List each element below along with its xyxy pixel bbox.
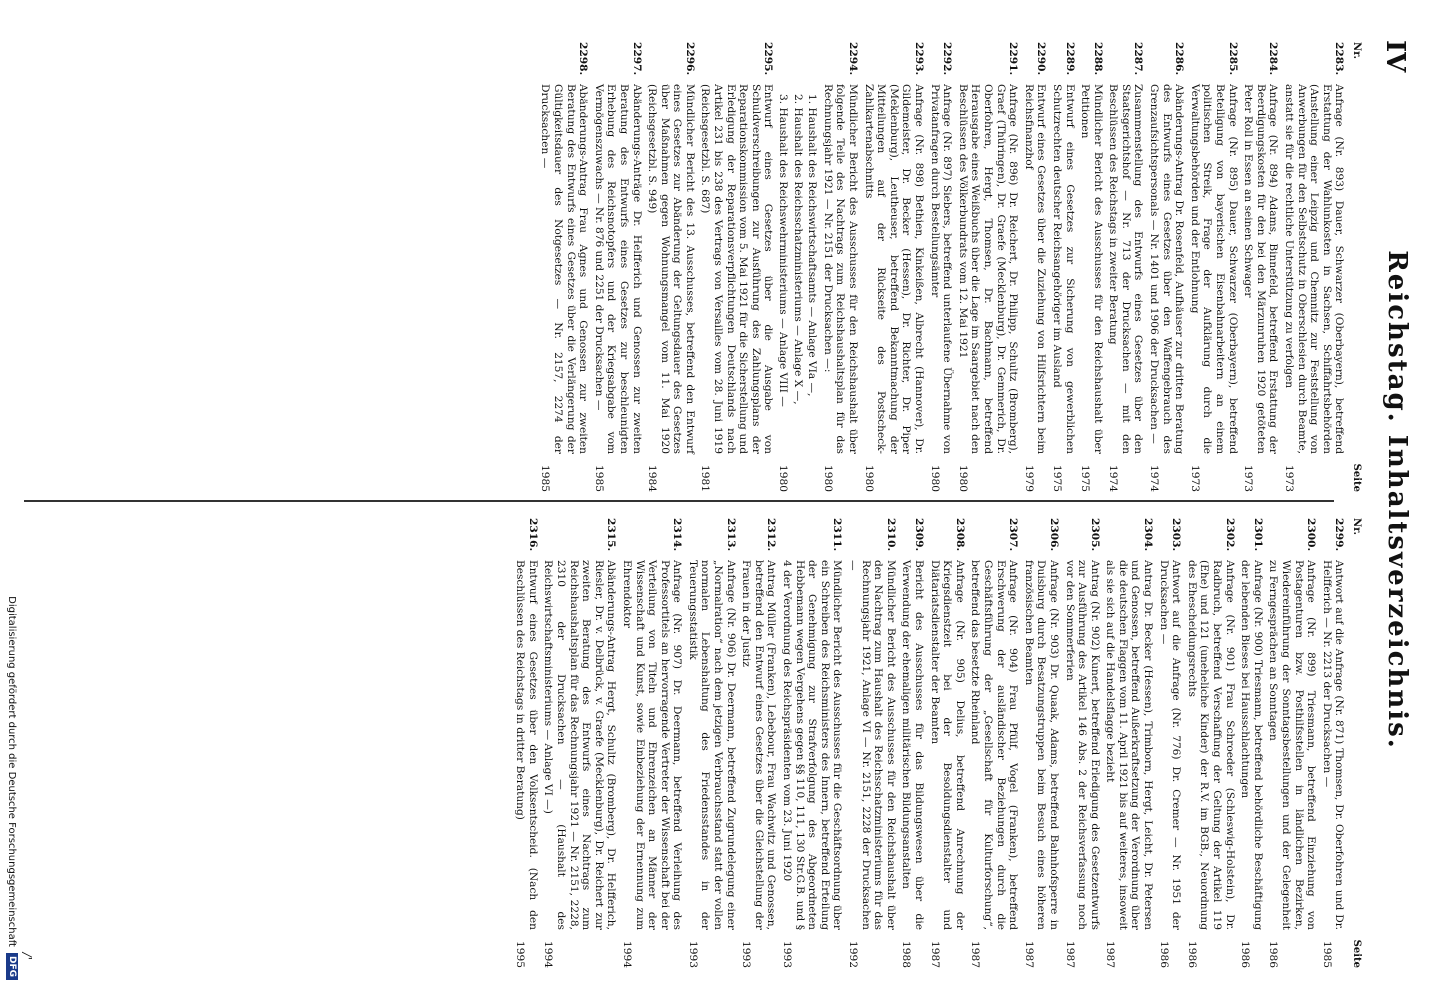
right-column-header: [1349, 518, 1362, 968]
footer-credit: Digitalisierung gefördert durch die Deutsche Forschungsgemeinschaft: [6, 596, 18, 947]
entry-page: 1973: [1242, 465, 1255, 492]
entry-page: 1980: [928, 465, 941, 492]
entry-page: 1973: [1188, 465, 1201, 492]
toc-entry: [1022, 42, 1047, 492]
entry-page: 1994: [542, 941, 555, 968]
toc-entry: [862, 42, 925, 492]
entry-page: 1986: [1267, 941, 1280, 968]
entry-text: Mündlicher Bericht des Ausschusses für den Reichshaushalt über den Nachtrag zum Haushalt des Reichsschatzministeriums für das Rechnungsjahr 1921, Anlage VI — Nr. 2151, 2228 der Drucksachen —: [847, 560, 897, 930]
toc-entry: [699, 42, 775, 492]
column-divider: [24, 500, 1334, 502]
entry-number: 2287.: [1132, 42, 1145, 76]
entry-number: 2293.: [913, 42, 925, 76]
entry-page: 1987: [1104, 941, 1117, 968]
toc-entry: [1050, 42, 1075, 492]
entry-page: 1986: [1185, 941, 1198, 968]
toc-entry: [1185, 518, 1235, 968]
entry-text: Anfrage (Nr. 900) Triesmann, betreffend behördliche Beschäftigung der lebenden Bieses bei Hausschlachtungen: [1239, 560, 1264, 930]
toc-entry: [740, 518, 778, 968]
entry-text: Anfrage (Nr. 894) Adams, Binnefeld, betreffend Erstattung der Beerdigungskosten für den bei den Märzunruhen 1920 getöteten Peter Roll in Essen an seinen Schwager: [1242, 84, 1280, 454]
subentry-text: 2. Haushalt des Reichsschatzministeriums — Anlage X —,: [791, 94, 804, 405]
entry-number: 2299.: [1333, 518, 1346, 552]
entry-number: 2311.: [831, 518, 844, 552]
entry-page: 1993: [686, 941, 699, 968]
entry-text: Antrag Dr. Becker (Hessen), Trimborn, Hergt, Leicht, Dr. Petersen und Genossen, betreffend Außerkraftsetzung der Verordnung über die deutschen Flaggen vom 11. April 1921 bis auf weiteres, insoweit als sie sich auf die Handelsflagge bezieht: [1104, 560, 1155, 930]
entry-number: 2316.: [526, 518, 539, 552]
entry-text: Abänderungs-Anträge Dr. Helfferich und Genossen zur zweiten Beratung des Entwurfs eines Gesetzes zur beschleunigten Erhebung des Reichsnotopfers und der Kriegsabgabe vom Vermögenszuwachs — Nr. 876 und 2251 der Drucksachen —: [592, 84, 643, 454]
entry-page: 1993: [740, 941, 753, 968]
entry-number: 2302.: [1223, 518, 1236, 552]
toc-entry: [646, 42, 696, 492]
page-title: Reichstag. Inhaltsverzeichnis.: [1382, 250, 1412, 750]
toc-entry: [1157, 518, 1182, 968]
toc-entry: [514, 518, 539, 968]
entry-number: 2307.: [1007, 518, 1020, 552]
entry-number: 2290.: [1035, 42, 1048, 76]
footer: [4, 0, 20, 1000]
toc-entry: [1107, 42, 1145, 492]
toc-entry: [956, 42, 1019, 492]
entry-number: 2300.: [1305, 518, 1318, 552]
entry-page: 1993: [781, 941, 794, 968]
entry-text: Anfrage (Nr. 899) Triesmann, betreffend Einziehung von Postagenturen bzw. Posthilfsstellen in ländlichen Bezirken, Wiedereinführung der Sonntagsbestellungen und der Gelegenheit zu Ferngesprächen an Sonntagen: [1267, 560, 1318, 930]
entry-page: 1980: [821, 465, 834, 492]
entry-page: 1975: [1050, 465, 1063, 492]
entry-number: 2283.: [1333, 42, 1346, 76]
toc-entry: [1267, 518, 1317, 968]
toc-entry: [821, 42, 859, 492]
entry-page: 1985: [592, 465, 605, 492]
page-header: [1374, 40, 1414, 960]
toc-entry: [1242, 42, 1280, 492]
entry-number: 2310.: [884, 518, 897, 552]
entry-number: 2301.: [1251, 518, 1264, 552]
toc-entry: [928, 42, 953, 492]
entry-number: 2297.: [630, 42, 643, 76]
entry-text: Entwurf eines Gesetzes zur Sicherung von gewerblichen Schutzrechten deutscher Reichsangehöriger im Ausland: [1050, 84, 1076, 454]
entry-text: Abänderungs-Antrag Hergt, Schultz (Bromberg), Dr. Helfferich, Riesler, Dr. v. Delbrück, v. Graefe (Mecklenburg), Dr. Reichert zur zweiten Beratung des Entwurfs eines Nachtrags zum Reichshaushaltsplan für das Rechnungsjahr 1921 — Nr. 2151, 2228, 2310 der Drucksachen — (Haushalt des Reichswirtschaftsministeriums — Anlage VI —): [542, 560, 618, 930]
entry-text: Antwort auf die Anfrage (Nr. 871) Thomsen, Dr. Oberfohren und Dr. Helfferich — Nr. 2213 der Drucksachen —: [1320, 560, 1346, 930]
entry-text: Antrag (Nr. 902) Kunert, betreffend Erledigung des Gesetzentwurfs zur Ausführung des Artikel 146 Abs. 2 der Reichsverfassung noch vor den Sommerferien: [1063, 560, 1101, 930]
entry-number: 2294.: [847, 42, 860, 76]
entry-text: Anfrage (Nr. 906) Dr. Deermann, betreffend Zugrundelegung einer „Normalration“ nach dem jetzigen Verbrauchsstand statt der vollen normalen Lebenshaltung des Friedensstandes in der Teuerungsstatistik: [686, 560, 737, 930]
toc-entry: [1188, 42, 1238, 492]
entry-number: 2312.: [765, 518, 778, 552]
nr-label: Nr.: [1351, 42, 1362, 59]
toc-entry: [969, 518, 1019, 968]
entry-page: 1974: [1107, 465, 1120, 492]
entry-number: 2308.: [953, 518, 966, 552]
entry-number: 2306.: [1047, 518, 1060, 552]
entry-text: Abänderungs-Antrag Frau Agnes und Genossen zur zweiten Beratung des Entwurfs eines Gesetzes über die Verlängerung der Gültigkeitsdauer des Notgesetzes — Nr. 2157, 2274 der Drucksachen —: [539, 84, 590, 454]
nr-label: Nr.: [1351, 518, 1362, 535]
entry-text: Anfrage (Nr. 897) Siebers, betreffend unterlaufene Übernahme von Privatanfragen durch Bestellungsämter: [928, 84, 954, 454]
entry-text: Anfrage (Nr. 893) Dauer, Schwarzer (Oberbayern), betreffend Erstattung der Wahlunkosten in Sachsen, Schiffahrtsbehörden (Anstellung einer Leipzig und Chemnitz zur Feststellung von Anwerbungen für den Selbstschutz in Oberschlesien durch Beamte, anstatt sie für die rechtliche Unterstützung zu verfolgen: [1283, 84, 1346, 454]
entry-page: 1975: [1079, 465, 1092, 492]
handwritten-mark: /': [20, 952, 34, 960]
entry-number: 2292.: [941, 42, 954, 76]
toc-entry: [542, 518, 618, 968]
page-number: IV: [1380, 40, 1410, 73]
entry-text: Anfrage (Nr. 896) Dr. Reichert, Dr. Philipp, Schultz (Bromberg), Graef (Thüringen), Dr. Graefe (Mecklenburg), Dr. Gemmerich, Dr. Oberfohren, Hergt, Thomsen, Dr. Bachmann, betreffend Herausgabe eines Weißbuchs über die Lage im Saargebiet nach den Beschlüssen des Völkerbundrats vom 12. Mai 1921: [956, 84, 1020, 454]
subentry-text: 1. Haushalt des Reichswirtschaftsamts — Anlage VIa —,: [806, 94, 819, 397]
entry-page: 1992: [847, 941, 860, 968]
entry-page: 1979: [1022, 465, 1035, 492]
entry-page: 1986: [1157, 941, 1170, 968]
toc-entry: [539, 42, 589, 492]
right-column: [511, 518, 1362, 968]
entry-number: 2315.: [605, 518, 618, 552]
left-column-header: [1349, 42, 1362, 492]
entry-text: Anfrage (Nr. 905) Delius, betreffend Anrechnung der Kriegsdienstzeit bei der Besoldungsdienstalter und Diätariatsdienstalter der Beamten: [928, 560, 966, 930]
entry-text: Mündlicher Bericht des Ausschusses für die Geschäftsordnung über ein Schreiben des Reichsministers des Innern, betreffend Erteilung der Genehmigung zur Strafverfolgung des Abgeordneten Hebbemann wegen Vergehens gegen §§ 110, 111, 130 Str.G.B. und § 4 der Verordnung des Reichspräsidenten vom 23. Juni 1920: [781, 560, 844, 930]
toc-entry: [780, 518, 843, 968]
entry-number: 2309.: [913, 518, 925, 552]
entry-page: 1995: [514, 941, 527, 968]
entry-number: 2304.: [1142, 518, 1155, 552]
entry-page: 1980: [862, 465, 875, 492]
toc-subentry: [806, 94, 819, 492]
entry-page: 1985: [539, 465, 552, 492]
entry-text: Anfrage (Nr. 898) Bethien, Kinkeißen, Albrecht (Hannover), Dr. Gildemeister, Dr. Becker (Hessen), Dr. Richter, Dr. Piper (Meklenburg), Leutheuser, betreffend Bekanntmachung der Mitteilungen auf der Rückseite des Postscheck-Zahlkartenabschnitts: [862, 84, 925, 454]
entry-text: Zusammenstellung des Entwurfs eines Gesetzes über den Staatsgerichtshof — Nr. 713 der Drucksachen — mit den Beschlüssen des Reichstags in zweiter Beratung: [1107, 84, 1145, 454]
entry-text: Anfrage (Nr. 901) Frau Schroeder (Schleswig-Holstein), Dr. Radbruch, betreffend Verschaffung der Geltung der Artikel 119 (Ehe) und 121 (uneheliche Kinder) der R.V. im BGB., Neuordnung des Ehescheidungsrechts: [1185, 560, 1236, 930]
toc-subentry: [791, 94, 804, 492]
entry-text: Abänderungs-Antrag Dr. Rosenfeld, Aufhäuser zur dritten Beratung des Entwurfs eines Gesetzes über den Waffengebrauch des Grenzaufsichtspersonals — Nr. 1401 und 1906 der Drucksachen —: [1148, 84, 1186, 454]
toc-entry: [620, 518, 683, 968]
entry-text: Entwurf eines Gesetzes über den Volksentscheid. (Nach den Beschlüssen des Reichstags in dritter Beratung): [514, 560, 539, 930]
toc-entry: [1239, 518, 1264, 968]
entry-text: Mündlicher Bericht des 13. Ausschusses, betreffend den Entwurf eines Gesetzes zur Abänderung der Geltungsdauer des Gesetzes über Maßnahmen gegen Wohnungsmangel vom 11. Mai 1920 (Reichsgesetzbl. S. 949): [646, 84, 696, 454]
entry-page: 1974: [1148, 465, 1161, 492]
entry-number: 2298.: [577, 42, 590, 76]
toc-entry: [1320, 518, 1345, 968]
entry-text: Entwurf eines Gesetzes über die Zuziehung von Hilfsrichtern beim Reichsfinanzhof: [1022, 84, 1048, 454]
entry-page: 1984: [646, 465, 659, 492]
entry-number: 2285.: [1226, 42, 1239, 76]
entry-text: Bericht des Ausschusses für das Bildungswesen über die Verwendung der ehemaligen militärischen Bildungsanstalten: [900, 560, 925, 930]
toc-entry: [900, 518, 925, 968]
entry-page: 1988: [900, 941, 913, 968]
entry-text: Anfrage (Nr. 907) Dr. Deermann, betreffend Verleihung des Professortitels an hervorragende Vertreter der Wissenschaft bei der Verteilung von Titeln und Ehrenzeichen an Männer der Wissenschaft und Kunst, sowie Einbeziehung der Ernennung zum Ehrendoktor: [620, 560, 684, 930]
entry-number: 2289.: [1063, 42, 1076, 76]
entry-number: 2296.: [683, 42, 696, 76]
toc-entry: [1282, 42, 1345, 492]
entry-page: 1986: [1239, 941, 1252, 968]
toc-entry: [1104, 518, 1154, 968]
entry-number: 2284.: [1267, 42, 1280, 76]
entry-text: Mündlicher Bericht des Ausschusses für den Reichshaushalt über Petitionen: [1079, 84, 1104, 454]
entry-page: 1980: [956, 465, 969, 492]
entry-number: 2288.: [1091, 42, 1104, 76]
entry-number: 2286.: [1173, 42, 1186, 76]
entry-number: 2295.: [762, 42, 775, 76]
entry-number: 2305.: [1088, 518, 1101, 552]
toc-entry: [846, 518, 896, 968]
subentry-text: 3. Haushalt des Reichswehrministeriums — Anlage VIII —: [777, 94, 790, 407]
toc-entry: [592, 42, 642, 492]
entry-text: Anfrage (Nr. 904) Frau Pfülf, Vogel (Franken), betreffend Erschwerung der ausländischer Beziehungen durch die Geschäftsführung der „Gesellschaft für Kulturforschung“, betreffend das besetzte Rheinland: [969, 560, 1020, 930]
toc-entry: [686, 518, 736, 968]
entry-page: 1987: [1022, 941, 1035, 968]
entry-page: 1973: [1283, 465, 1296, 492]
entry-text: Mündlicher Bericht des Ausschusses für den Reichshaushalt über folgende Teile des Nachtrags zum Reichshaushaltsplan für das Rechnungsjahr 1921 — Nr. 2151 der Drucksachen —:: [821, 84, 860, 454]
seite-label: Seite: [1351, 939, 1362, 968]
entry-page: 1987: [969, 941, 982, 968]
entry-number: 2314.: [671, 518, 684, 552]
entry-text: Antrag Müller (Franken), Lebebour, Frau Wachwitz und Genossen, betreffend den Entwurf eines Gesetzes über die Gleichstellung der Frauen in der Justiz: [740, 560, 778, 930]
toc-entry: [1063, 518, 1101, 968]
entry-number: 2313.: [724, 518, 737, 552]
toc-entry: [1022, 518, 1060, 968]
entry-text: Antwort auf die Anfrage (Nr. 776) Dr. Cremer — Nr. 1951 der Drucksachen —: [1157, 560, 1183, 930]
entry-page: 1981: [699, 465, 712, 492]
entry-number: 2303.: [1170, 518, 1183, 552]
dfg-logo: DFG: [6, 953, 18, 980]
entry-page: 1994: [620, 941, 633, 968]
entry-page: 1987: [1063, 941, 1076, 968]
entry-number: 2291.: [1007, 42, 1020, 76]
left-column: [536, 42, 1362, 492]
entry-page: 1987: [928, 941, 941, 968]
entry-text: Anfrage (Nr. 895) Dauer, Schwarzer (Oberbayern), betreffend Beteiligung von bayerischen Eisenbahnarbeitern an einem politischen Streik, Frage der Aufklärung durch die Verwaltungsbehörden und der Entlohnung: [1188, 84, 1239, 454]
seite-label: Seite: [1351, 463, 1362, 492]
subentry-page: 1980: [777, 465, 790, 492]
toc-subentry: [776, 94, 789, 492]
toc-entry: [928, 518, 966, 968]
toc-entry: [1079, 42, 1104, 492]
toc-entry: [1148, 42, 1186, 492]
entry-text: Entwurf eines Gesetzes über die Ausgabe von Schuldverschreibungen zur Ausführung des Zahlungsplans der Reparationskommission vom 5. Mai 1921 für die Sicherstellung und Erledigung der Reparationsverpflichtungen Deutschlands nach Artikel 231 bis 238 des Vertrags von Versailles vom 28. Juni 1919 (Reichsgesetzbl. S. 687): [699, 84, 775, 454]
entry-text: Anfrage (Nr. 903) Dr. Quaak, Adams, betreffend Bahnhofsperre in Duisburg durch Besatzungstruppen beim Besuch eines höheren französischen Beamten: [1022, 560, 1060, 930]
entry-page: 1985: [1320, 941, 1333, 968]
